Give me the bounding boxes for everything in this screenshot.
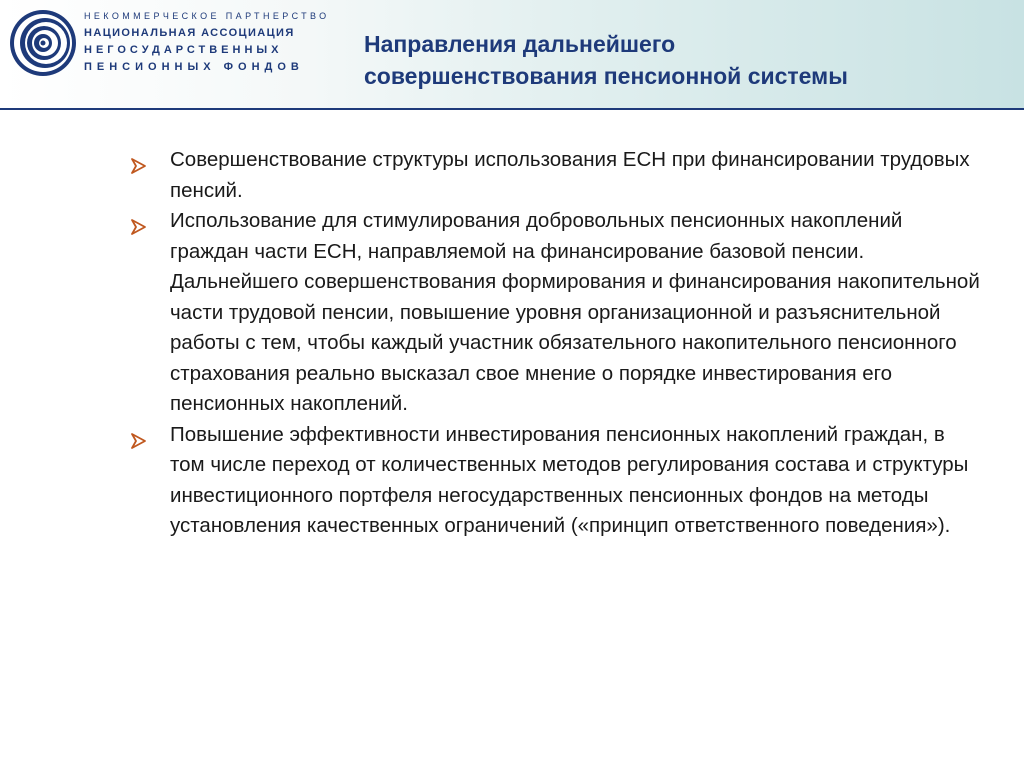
slide-title [364, 28, 1004, 92]
org-line-4: ПЕНСИОННЫХ ФОНДОВ [84, 61, 304, 73]
slide-header [0, 0, 1024, 110]
arrow-bullet-icon [130, 145, 170, 206]
organization-name [84, 8, 330, 76]
slide-title-line-1: Направления дальнейшего [364, 31, 676, 57]
list-item-text: Совершенствование структуры использования ЕСН при финансировании трудовых пенсий. [170, 148, 970, 202]
slide-body [130, 145, 980, 542]
concentric-circles-logo-icon [8, 8, 78, 78]
list-item-text: Использование для стимулирования добровольных пенсионных накоплений граждан части ЕСН, направляемой на финансирование базовой пенсии. [170, 209, 903, 263]
list-item [130, 145, 980, 206]
org-line-2: НАЦИОНАЛЬНАЯ АССОЦИАЦИЯ [84, 27, 295, 39]
list-item [130, 420, 980, 542]
org-line-3: НЕГОСУДАРСТВЕННЫХ [84, 44, 283, 56]
arrow-bullet-icon [130, 420, 170, 542]
list-item-text: Повышение эффективности инвестирования пенсионных накоплений граждан, в том числе переход от количественных методов регулирования состава и структуры инвестиционного портфеля негосударственных пенсионных фондов на методы установления качественных ограничений («принцип ответственного поведения»). [170, 422, 969, 537]
slide-title-line-2: совершенствования пенсионной системы [364, 63, 848, 89]
paragraph-text: Дальнейшего совершенствования формирования и финансирования накопительной части трудовой пенсии, повышение уровня организационной и разъяснительной работы с тем, чтобы каждый участник обязательного накопительного пенсионного страхования реально высказал свое мнение о порядке инвестирования его пенсионных накоплений. [170, 270, 980, 415]
list-item [130, 206, 980, 267]
arrow-bullet-icon [130, 206, 170, 267]
org-line-1: НЕКОММЕРЧЕСКОЕ ПАРТНЕРСТВО [84, 11, 330, 21]
